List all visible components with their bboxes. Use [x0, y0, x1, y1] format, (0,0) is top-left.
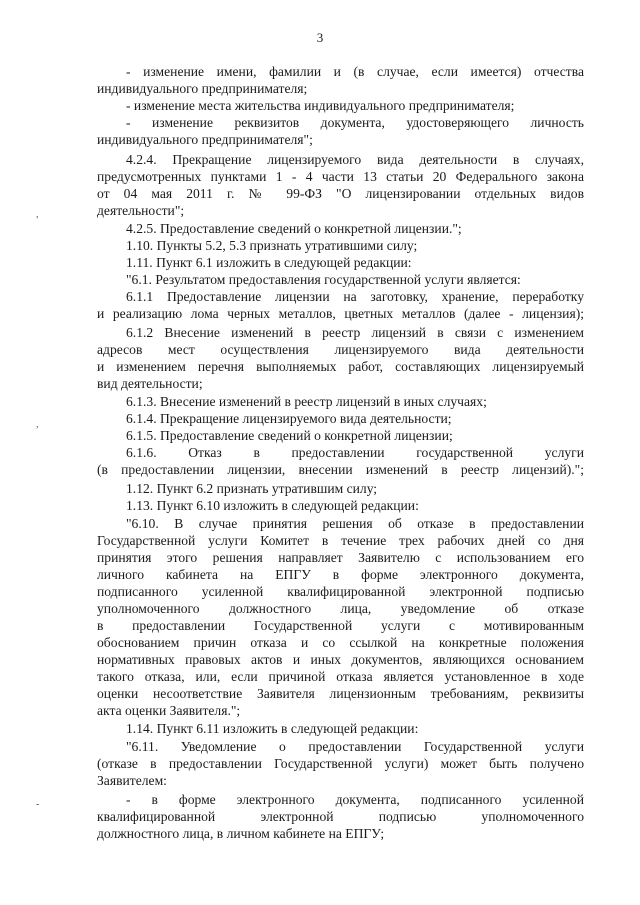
text-line: такого отказа, или, если причиной отказа является установленное в ходе	[97, 669, 584, 684]
text-line: вид деятельности;	[97, 376, 203, 391]
text-line: "6.11. Уведомление о предоставлении Государственной услуги	[126, 739, 584, 754]
text-line: 1.13. Пункт 6.10 изложить в следующей редакции:	[126, 498, 419, 513]
text-line: от 04 мая 2011 г. № 99-ФЗ "О лицензировании отдельных видов	[97, 186, 584, 201]
text-line: деятельности";	[97, 203, 185, 218]
text-line: личного кабинета на ЕПГУ в форме электронного документа,	[97, 567, 584, 582]
text-line: должностного лица, в личном кабинете на ЕПГУ;	[97, 826, 385, 841]
text-line: и реализацию лома черных металлов, цветных металлов (далее - лицензия);	[97, 306, 584, 321]
text-line: обоснованием причин отказа и со ссылкой на конкретные положения	[97, 635, 584, 650]
text-line: индивидуального предпринимателя;	[97, 81, 308, 96]
text-line: адресов мест осуществления лицензируемого вида деятельности	[97, 342, 584, 357]
text-line: предусмотренных пунктами 1 - 4 части 13 статьи 20 Федерального закона	[97, 169, 584, 184]
text-line: акта оценки Заявителя.";	[97, 703, 241, 718]
text-line: - изменение реквизитов документа, удостоверяющего личность	[126, 115, 584, 130]
text-line: 6.1.2 Внесение изменений в реестр лицензий в связи с изменением	[126, 325, 584, 340]
text-line: 1.10. Пункты 5.2, 5.3 признать утратившими силу;	[126, 238, 418, 253]
text-line: 1.14. Пункт 6.11 изложить в следующей редакции:	[126, 721, 419, 736]
text-line: - в форме электронного документа, подписанного усиленной	[126, 792, 584, 807]
text-line: "6.10. В случае принятия решения об отказе в предоставлении	[126, 516, 584, 531]
text-line: индивидуального предпринимателя";	[97, 132, 313, 147]
text-line: квалифицированной электронной подписью уполномоченного	[97, 809, 584, 824]
text-line: принятия этого решения направляет Заявителю с использованием его	[97, 550, 584, 565]
scan-mark: ,	[36, 209, 39, 220]
text-line: (отказе в предоставлении Государственной услуги) может быть получено	[97, 756, 584, 771]
scan-mark: ,	[36, 419, 39, 430]
text-line: "6.1. Результатом предоставления государственной услуги является:	[126, 272, 521, 287]
text-line: 6.1.3. Внесение изменений в реестр лицензий в иных случаях;	[126, 394, 487, 409]
text-line: в предоставлении Государственной услуги с мотивированным	[97, 618, 584, 633]
text-line: 1.12. Пункт 6.2 признать утратившим силу;	[126, 481, 378, 496]
page-number: 3	[316, 30, 324, 45]
scan-mark: -	[36, 799, 40, 810]
text-line: уполномоченного должностного лица, уведомление об отказе	[97, 601, 584, 616]
text-line: 1.11. Пункт 6.1 изложить в следующей редакции:	[126, 255, 412, 270]
text-line: - изменение имени, фамилии и (в случае, если имеется) отчества	[126, 64, 584, 79]
text-line: и изменением перечня выполняемых работ, составляющих лицензируемый	[97, 359, 584, 374]
text-line: 6.1.5. Предоставление сведений о конкретной лицензии;	[126, 428, 453, 443]
text-line: 6.1.1 Предоставление лицензии на заготовку, хранение, переработку	[126, 289, 584, 304]
text-line: - изменение места жительства индивидуального предпринимателя;	[126, 98, 515, 113]
text-line: подписанного усиленной квалифицированной электронной подписью	[97, 584, 584, 599]
text-line: нормативных правовых актов и иных документов, являющихся основанием	[97, 652, 584, 667]
text-line: Заявителем:	[97, 773, 167, 788]
text-line: 4.2.4. Прекращение лицензируемого вида деятельности в случаях,	[126, 152, 584, 167]
text-line: (в предоставлении лицензии, внесении изменений в реестр лицензий).";	[97, 462, 584, 477]
text-line: 4.2.5. Предоставление сведений о конкретной лицензии.";	[126, 221, 462, 236]
text-line: 6.1.4. Прекращение лицензируемого вида деятельности;	[126, 411, 452, 426]
text-line: оценки несоответствие Заявителя лицензионным требованиям, реквизиты	[97, 686, 584, 701]
text-line: 6.1.6. Отказ в предоставлении государственной услуги	[126, 445, 584, 460]
text-line: Государственной услуги Комитет в течение трех рабочих дней со дня	[97, 533, 584, 548]
